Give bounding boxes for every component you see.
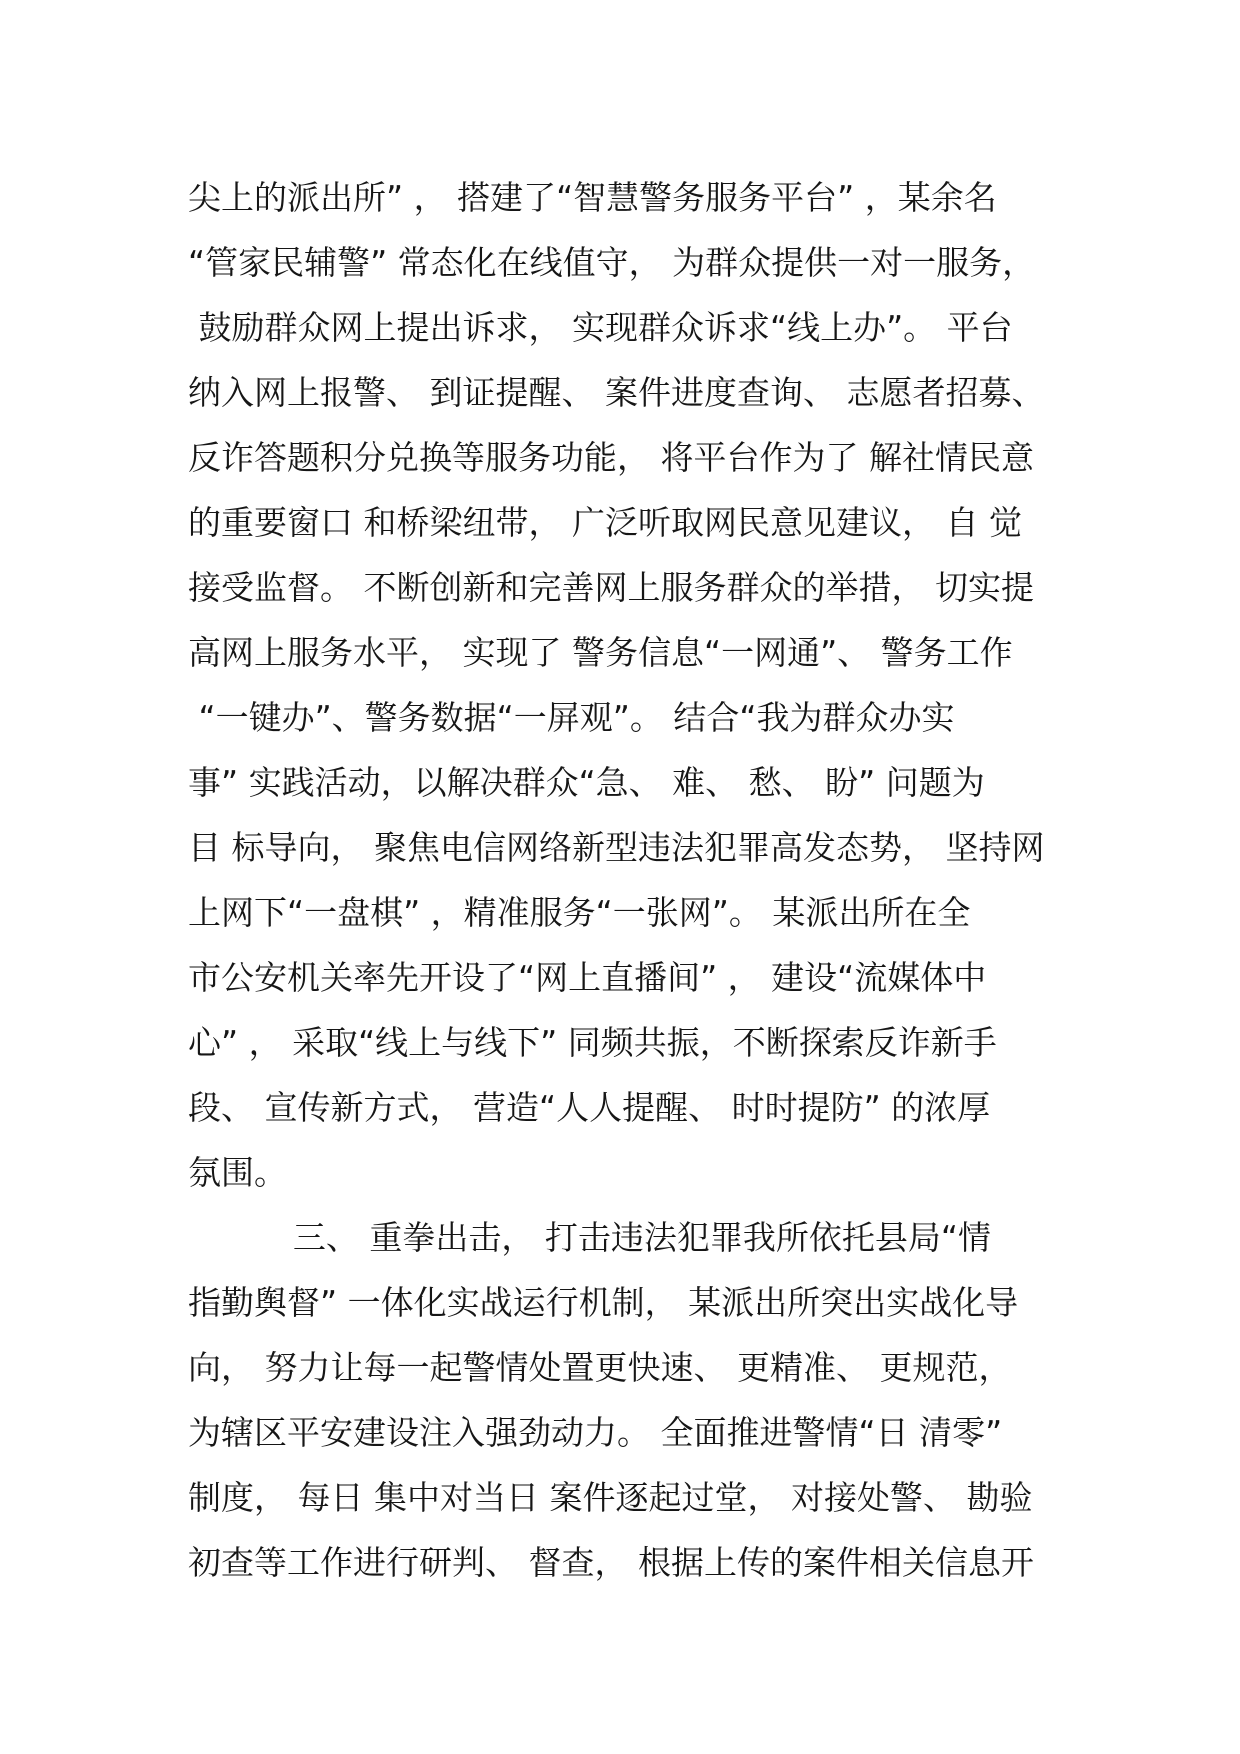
text-line: 初查等工作进行研判、 督查， 根据上传的案件相关信息开 [188, 1543, 1034, 1582]
text-line: 高网上服务水平， 实现了 警务信息“一网通”、 警务工作 [188, 633, 1013, 672]
text-line: 鼓励群众网上提出诉求， 实现群众诉求“线上办”。 平台 [188, 308, 1013, 347]
text-line: 的重要窗口 和桥梁纽带， 广泛听取网民意见建议， 自 觉 [188, 503, 1022, 542]
text-line: 氛围。 [188, 1153, 287, 1192]
body-text [188, 165, 1068, 1595]
text-line: 段、 宣传新方式， 营造“人人提醒、 时时提防” 的浓厚 [188, 1088, 991, 1127]
text-line: “管家民辅警” 常态化在线值守， 为群众提供一对一服务， [188, 243, 1036, 282]
section-heading-line: 三、 重拳出击， 打击违法犯罪我所依托县局“情 [188, 1218, 991, 1257]
text-line: 制度， 每日 集中对当日 案件逐起过堂， 对接处警、 勘验 [188, 1478, 1033, 1517]
text-line: 市公安机关率先开设了“网上直播间” ， 建设“流媒体中 [188, 958, 987, 997]
text-line: “一键办”、警务数据“一屏观”。 结合“我为群众办实 [188, 698, 955, 737]
text-line: 向， 努力让每一起警情处置更快速、 更精准、 更规范， [188, 1348, 1012, 1387]
text-line: 反诈答题积分兑换等服务功能， 将平台作为了 解社情民意 [188, 438, 1034, 477]
text-line: 指勤舆督” 一体化实战运行机制， 某派出所突出实战化导 [188, 1283, 1019, 1322]
text-line: 上网下“一盘棋” ，精准服务“一张网”。 某派出所在全 [188, 893, 971, 932]
text-line: 尖上的派出所” ， 搭建了“智慧警务服务平台” ，某余名 [188, 178, 997, 217]
text-line: 纳入网上报警、 到证提醒、 案件进度查询、 志愿者招募、 [188, 373, 1045, 412]
text-line: 心” ， 采取“线上与线下” 同频共振，不断探索反诈新手 [188, 1023, 997, 1062]
text-line: 为辖区平安建设注入强劲动力。 全面推进警情“日 清零” [188, 1413, 1003, 1452]
text-line: 接受监督。 不断创新和完善网上服务群众的举措， 切实提 [188, 568, 1034, 607]
text-line: 事” 实践活动，以解决群众“急、 难、 愁、 盼” 问题为 [188, 763, 985, 802]
text-line: 目 标导向， 聚焦电信网络新型违法犯罪高发态势， 坚持网 [188, 828, 1045, 867]
